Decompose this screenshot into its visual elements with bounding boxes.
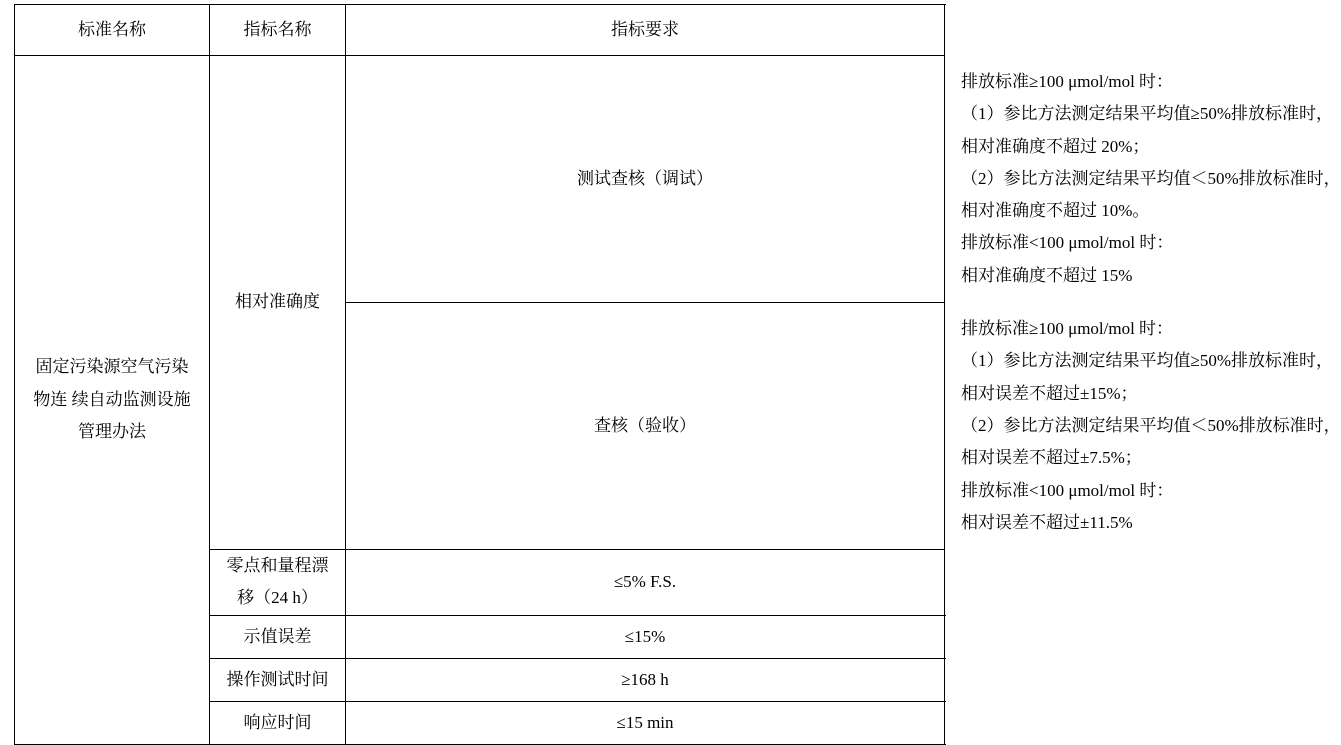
table-body — [15, 56, 1341, 745]
cell-value-indication-error: ≤15% — [346, 615, 945, 658]
cell-subrow-label-commissioning: 测试查核（调试） — [346, 56, 945, 303]
table-row: 查核（验收） 排放标准≥100 μmol/mol 时： （1）参比方法测定结果平均值≥50%排放标准时， 相对误差不超过±15%； （2）参比方法测定结果平均值＜50%排放标准时， 相对误差不超过±7.5%； 排放标准<100 μmol/mol 时： 相对误差不超过±11.5% — [15, 303, 945, 550]
header-standard-name: 标准名称 — [15, 5, 210, 56]
cell-standard-name: 固定污染源空气污染物连 续自动监测设施管理办法 — [15, 56, 210, 745]
cell-index-name-response-time: 响应时间 — [210, 701, 346, 744]
specification-table — [14, 4, 1341, 745]
cell-value-response-time: ≤15 min — [346, 701, 945, 744]
cell-index-name-indication-error: 示值误差 — [210, 615, 346, 658]
cell-index-name-operation-time: 操作测试时间 — [210, 658, 346, 701]
header-index-name: 指标名称 — [210, 5, 346, 56]
cell-subrow-label-acceptance: 查核（验收） — [346, 303, 945, 550]
table-header — [15, 5, 945, 56]
cell-index-name-relative-accuracy: 相对准确度 — [210, 56, 346, 550]
cell-index-name-drift: 零点和量程漂移（24 h） — [210, 550, 346, 616]
table-row: 固定污染源空气污染物连 续自动监测设施管理办法 相对准确度 测试查核（调试） 排放标准≥100 μmol/mol 时： （1）参比方法测定结果平均值≥50%排放标准时， 相对准确度不超过 20%； （2）参比方法测定结果平均值＜50%排放标准时， 相对准确度不超过 10%。 排放标准<100 μmol/mol 时： 相对准确度不超过 15% — [15, 56, 945, 303]
table-header-row — [15, 5, 945, 56]
header-index-requirement: 指标要求 — [346, 5, 945, 56]
cell-value-operation-time: ≥168 h — [346, 658, 945, 701]
cell-value-drift: ≤5% F.S. — [346, 550, 945, 616]
